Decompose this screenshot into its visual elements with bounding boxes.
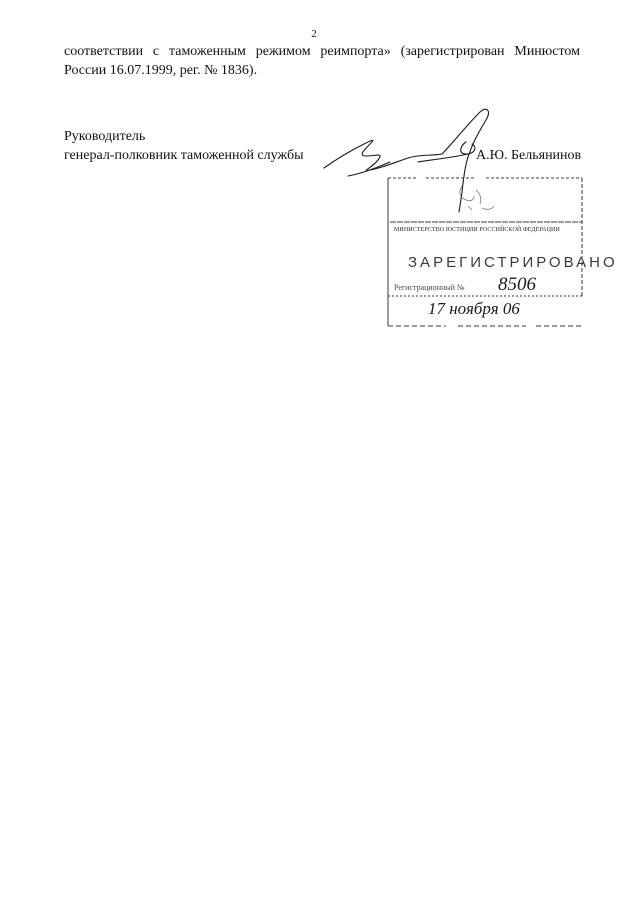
body-line-2: России 16.07.1999, рег. № 1836).	[64, 63, 258, 78]
signatory-name: А.Ю. Бельянинов	[476, 148, 582, 163]
stamp-ministry-label: МИНИСТЕРСТВО ЮСТИЦИИ РОССИЙСКОЙ ФЕДЕРАЦИИ	[394, 227, 560, 233]
stamp-reg-number: 8506	[498, 274, 536, 295]
stamp-registration-date: 17 ноября 06	[428, 299, 520, 318]
page-number: 2	[311, 28, 317, 40]
stamp-registered-label: ЗАРЕГИСТРИРОВАНО	[408, 254, 618, 271]
body-paragraph	[64, 42, 580, 80]
body-line-1: соответствии с таможенным режимом реимпорта» (зарегистрирован Минюстом	[64, 44, 580, 59]
signatory-position-title: Руководитель	[64, 129, 146, 144]
signatory-rank: генерал-полковник таможенной службы	[64, 148, 304, 163]
emblem-icon	[460, 186, 494, 210]
stamp-reg-number-label: Регистрационный №	[394, 283, 465, 292]
